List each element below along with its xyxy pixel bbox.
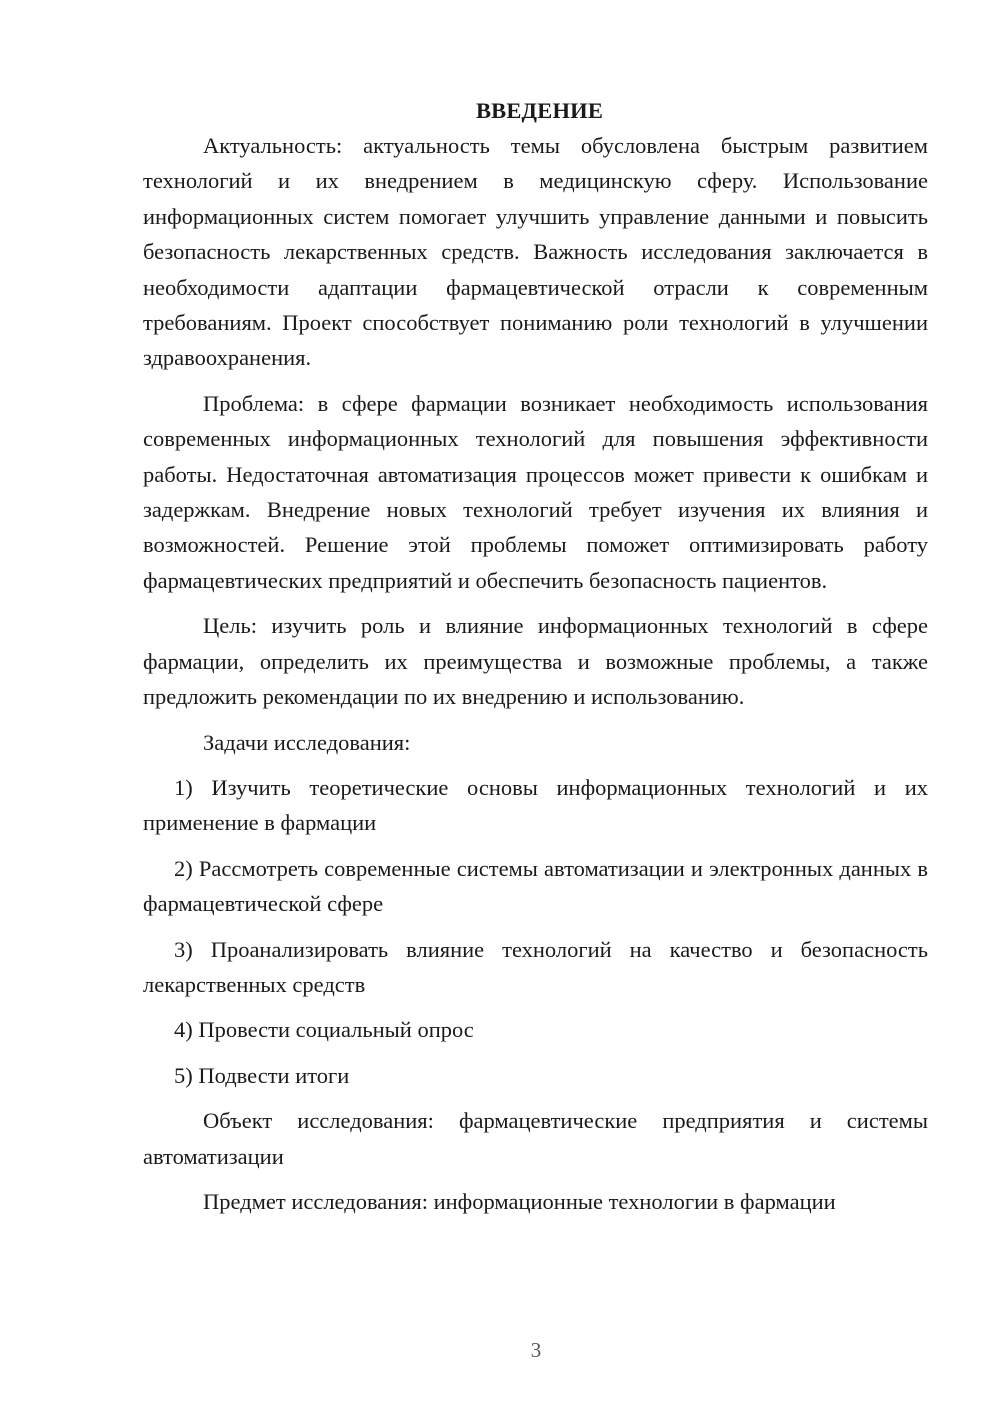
- task-item-2: 2) Рассмотреть современные системы автоматизации и электронных данных в фармацевтической сфере: [143, 855, 928, 917]
- paragraph-problem: Проблема: в сфере фармации возникает необходимость использования современных информационных технологий для повышения эффективности работы. Недостаточная автоматизация процессов может привести к ошибкам и задержкам. Внедрение новых технологий требует изучения их влияния и возможностей. Решение этой проблемы поможет оптимизировать работу фармацевтических предприятий и обеспечить безопасность пациентов.: [143, 390, 928, 593]
- task-item-4: 4) Провести социальный опрос: [174, 1017, 474, 1043]
- tasks-heading: Задачи исследования:: [203, 729, 411, 755]
- task-item-3: 3) Проанализировать влияние технологий на качество и безопасность лекарственных средств: [143, 936, 928, 997]
- task-item-1: 1) Изучить теоретические основы информационных технологий и их применение в фармации: [143, 774, 928, 836]
- paragraph-object: Объект исследования: фармацевтические предприятия и системы автоматизации: [143, 1108, 928, 1169]
- paragraph-goal: Цель: изучить роль и влияние информационных технологий в сфере фармации, определить их преимущества и возможные проблемы, а также предложить рекомендации по их внедрению и использованию.: [143, 613, 928, 710]
- paragraph-subject: Предмет исследования: информационные технологии в фармации: [203, 1188, 836, 1214]
- task-item-5: 5) Подвести итоги: [174, 1062, 350, 1088]
- page-title: ВВЕДЕНИЕ: [475, 98, 604, 123]
- page-number: 3: [530, 1338, 542, 1362]
- paragraph-relevance: Актуальность: актуальность темы обусловлена быстрым развитием технологий и их внедрением в медицинскую сферу. Использование информационных систем помогает улучшить управление данными и повысить безопасность лекарственных средств. Важность исследования заключается в необходимости адаптации фармацевтической отрасли к современным требованиям. Проект способствует пониманию роли технологий в улучшении здравоохранения.: [143, 133, 928, 371]
- page-content: [143, 93, 928, 1229]
